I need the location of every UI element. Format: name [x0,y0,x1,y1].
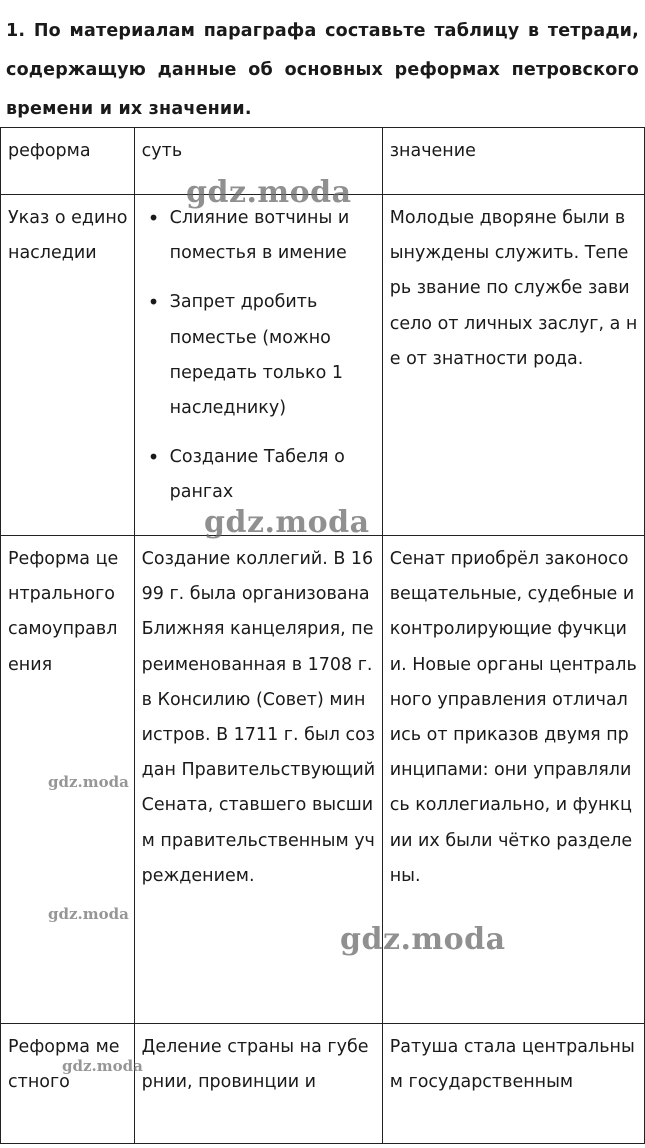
reform-name: Реформа местного [1,1024,135,1144]
table-row [1,536,645,1024]
reform-name: Указ о единонаследии [1,195,135,536]
essence-list [142,201,376,511]
watermark: gdz.moda [186,175,352,210]
watermark: gdz.moda [204,505,370,540]
reform-meaning: Сенат приобрёл законосовещательные, судебные и контролирующие фучкции. Новые органы центрального управления отличались от приказов двумя принципами: они управлялись коллегиально, и функции их были чётко разделены. [382,536,644,1024]
reform-name: Реформа центрального самоуправления [1,536,135,1024]
essence-list-item: • Создание Табеля о рангах [170,440,376,510]
watermark: gdz.moda [62,1057,143,1075]
reform-essence [134,195,382,536]
watermark: gdz.moda [340,922,506,957]
reform-essence: Создание коллегий. В 1699 г. была организована Ближняя канцелярия, переименованная в 1708 г. в Консилию (Совет) министров. В 1711 г. был создан Правительствующий Сената, ставшего высшим правительственным учреждением. [134,536,382,1024]
header-reform: реформа [1,128,135,195]
essence-list-item: • Слияние вотчины и поместья в имение [170,201,376,271]
reforms-table [0,127,645,1144]
table-row [1,195,645,536]
table-header-row [1,128,645,195]
watermark: gdz.moda [48,773,129,791]
table-row [1,1024,645,1144]
header-essence: суть [134,128,382,195]
reform-meaning: Молодые дворяне были вынуждены служить. Теперь звание по службе зависело от личных заслуг, а не от знатности рода. [382,195,644,536]
reform-essence: Деление страны на губернии, провинции и [134,1024,382,1144]
reform-meaning: Ратуша стала центральным государственным [382,1024,644,1144]
essence-list-item: • Запрет дробить поместье (можно передать только 1 наследнику) [170,285,376,426]
watermark: gdz.moda [48,905,129,923]
task-statement: 1. По материалам параграфа составьте таблицу в тетради, содержащую данные об основных реформах петровского времени и их значении. [6,21,639,119]
header-meaning: значение [382,128,644,195]
